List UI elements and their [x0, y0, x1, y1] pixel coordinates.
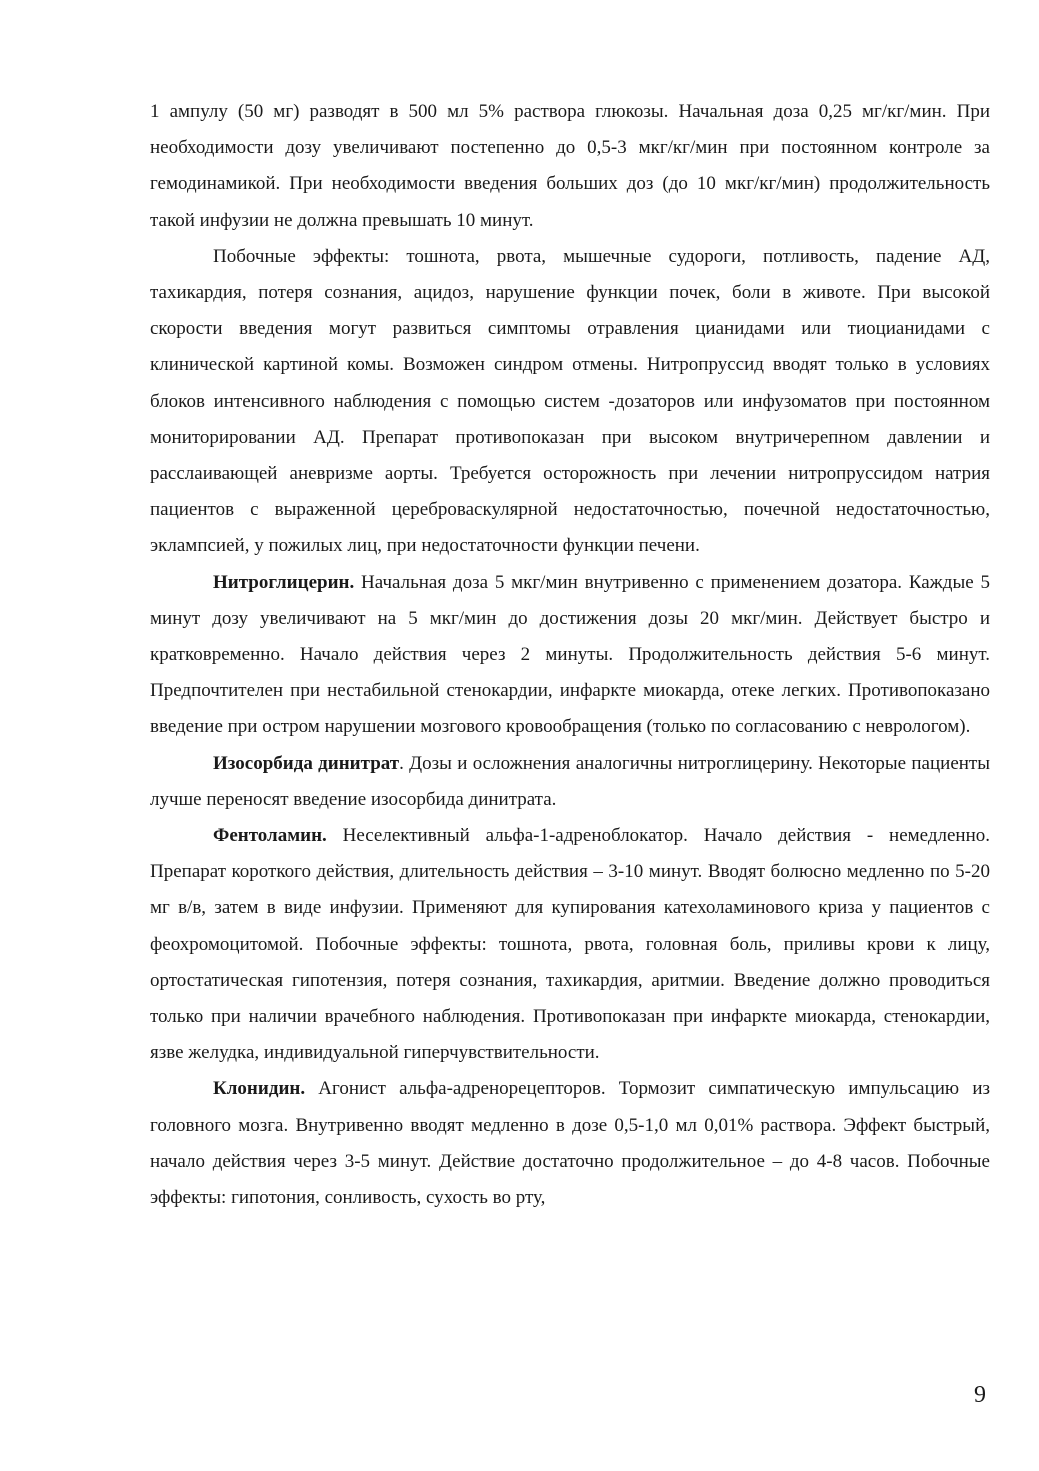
paragraph-phentolamine [150, 818, 990, 1071]
paragraph-nitroprusside-dosing [150, 94, 990, 239]
drug-term: Клонидин. [213, 1078, 306, 1100]
drug-term: Нитроглицерин. [213, 571, 355, 593]
paragraph-text: Начальная доза 5 мкг/мин внутривенно с применением дозатора. Каждые 5 минут дозу увеличивают на 5 мкг/мин до достижения дозы 20 мкг/мин. Действует быстро и кратковременно. Начало действия через 2 минуты. Продолжительность действия 5-6 минут. Предпочтителен при нестабильной стенокардии, инфаркте миокарда, отеке легких. Противопоказано введение при остром нарушении мозгового кровообращения (только по согласованию с неврологом). [150, 571, 990, 738]
paragraph-side-effects [150, 239, 990, 565]
paragraph-text: . Дозы и осложнения аналогичны нитроглицерину. Некоторые пациенты лучше переносят введение изосорбида динитрата. [150, 752, 990, 810]
paragraph-text: 1 ампулу (50 мг) разводят в 500 мл 5% раствора глюкозы. Начальная доза 0,25 мг/кг/мин. При необходимости дозу увеличивают постепенно до 0,5-3 мкг/кг/мин при постоянном контроле за гемодинамикой. При необходимости введения больших доз (до 10 мкг/кг/мин) продолжительность такой инфузии не должна превышать 10 минут. [150, 101, 990, 231]
paragraph-isosorbide-dinitrate [150, 746, 990, 818]
page-number: 9 [974, 1382, 986, 1408]
paragraph-clonidine [150, 1071, 990, 1216]
document-body [150, 94, 990, 1216]
paragraph-text: Неселективный альфа-1-адреноблокатор. Начало действия - немедленно. Препарат короткого действия, длительность действия – 3-10 минут. Вводят болюсно медленно по 5-20 мг в/в, затем в виде инфузии. Применяют для купирования катехоламинового криза у пациентов с феохромоцитомой. Побочные эффекты: тошнота, рвота, головная боль, приливы крови к лицу, ортостатическая гипотензия, потеря сознания, тахикардия, аритмии. Введение должно проводиться только при наличии врачебного наблюдения. Противопоказан при инфаркте миокарда, стенокардии, язве желудка, индивидуальной гиперчувствительности. [150, 825, 990, 1064]
drug-term: Изосорбида динитрат [213, 752, 400, 774]
paragraph-nitroglycerin [150, 565, 990, 746]
paragraph-text: Агонист альфа-адренорецепторов. Тормозит симпатическую импульсацию из головного мозга. Внутривенно вводят медленно в дозе 0,5-1,0 мл 0,01% раствора. Эффект быстрый, начало действия через 3-5 минут. Действие достаточно продолжительное – до 4-8 часов. Побочные эффекты: гипотония, сонливость, сухость во рту, [150, 1078, 990, 1209]
paragraph-text: Побочные эффекты: тошнота, рвота, мышечные судороги, потливость, падение АД, тахикардия, потеря сознания, ацидоз, нарушение функции почек, боли в животе. При высокой скорости введения могут развиться симптомы отравления цианидами или тиоцианидами с клинической картиной комы. Возможен синдром отмены. Нитропруссид вводят только в условиях блоков интенсивного наблюдения с помощью систем -дозаторов или инфузоматов при постоянном мониторировании АД. Препарат противопоказан при высоком внутричерепном давлении и расслаивающей аневризме аорты. Требуется осторожность при лечении нитропруссидом натрия пациентов с выраженной цереброваскулярной недостаточностью, почечной недостаточностью, эклампсией, у пожилых лиц, при недостаточности функции печени. [150, 245, 990, 557]
drug-term: Фентоламин. [213, 825, 327, 847]
